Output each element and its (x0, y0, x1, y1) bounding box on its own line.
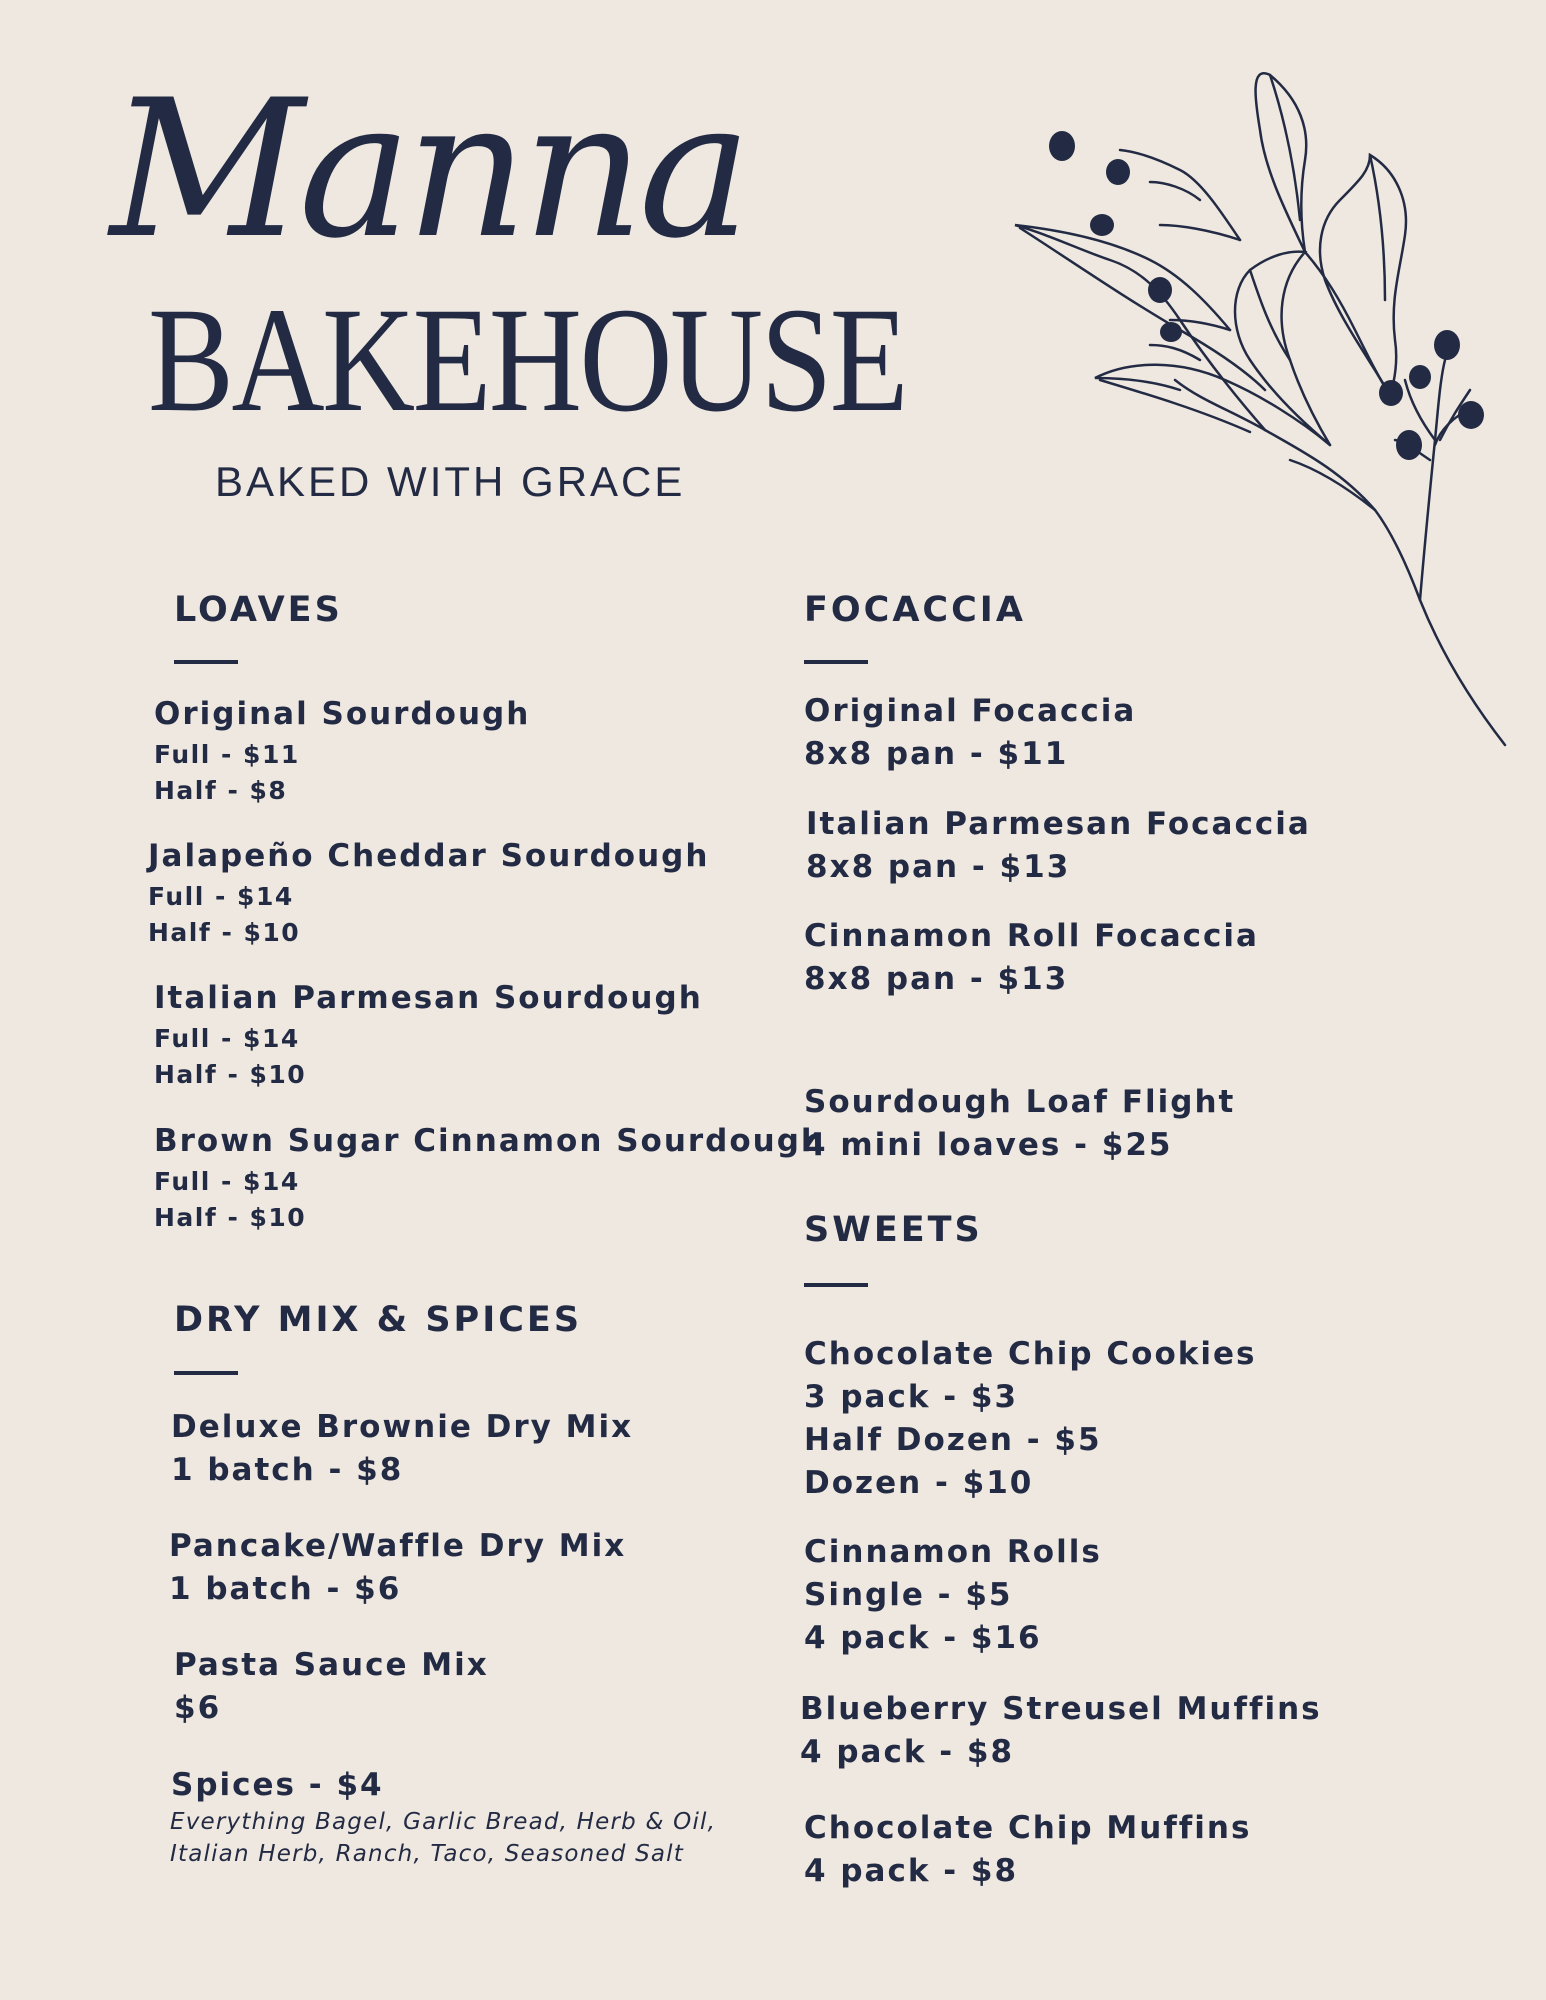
spices-name: Spices - $4 (171, 1767, 384, 1803)
focaccia-divider (804, 660, 868, 664)
brand-tagline: BAKED WITH GRACE (215, 458, 686, 505)
sweet-name: Chocolate Chip Muffins (804, 1810, 1252, 1846)
loaves-divider (174, 660, 238, 664)
sweet-name: Chocolate Chip Cookies (804, 1336, 1257, 1372)
focaccia-price: 8x8 pan - $13 (804, 961, 1069, 997)
brand-script-name: Manna (110, 59, 746, 280)
dry-mix-price: $6 (174, 1690, 222, 1726)
loaves-heading: LOAVES (174, 590, 343, 630)
sweet-price: Dozen - $10 (804, 1465, 1034, 1501)
loaf-name: Original Sourdough (154, 696, 531, 732)
sweet-name: Blueberry Streusel Muffins (800, 1691, 1322, 1727)
sweet-price: 4 pack - $8 (804, 1853, 1019, 1889)
sweets-divider (804, 1283, 868, 1287)
loaf-price: Half - $10 (154, 1203, 307, 1232)
dry-mix-price: 1 batch - $6 (169, 1571, 402, 1607)
dry-mix-name: Deluxe Brownie Dry Mix (171, 1409, 634, 1445)
loaf-name: Jalapeño Cheddar Sourdough (148, 838, 710, 874)
sweet-price: 4 pack - $16 (804, 1620, 1042, 1656)
loaf-price: Full - $14 (154, 1167, 300, 1196)
sweet-price: 3 pack - $3 (804, 1379, 1019, 1415)
loaf-price: Full - $14 (148, 882, 294, 911)
focaccia-price: 4 mini loaves - $25 (804, 1127, 1173, 1163)
dry-mix-name: Pancake/Waffle Dry Mix (169, 1528, 627, 1564)
loaf-price: Full - $14 (154, 1024, 300, 1053)
sweets-heading: SWEETS (804, 1210, 983, 1250)
dry-mix-price: 1 batch - $8 (171, 1452, 404, 1488)
brand-name: BAKEHOUSE (148, 277, 906, 443)
loaf-name: Brown Sugar Cinnamon Sourdough (154, 1123, 825, 1159)
dry-mix-divider (174, 1371, 238, 1375)
loaf-price: Half - $10 (154, 1060, 307, 1089)
sweet-price: Single - $5 (804, 1577, 1013, 1613)
focaccia-heading: FOCACCIA (804, 590, 1026, 630)
loaf-name: Italian Parmesan Sourdough (154, 980, 703, 1016)
focaccia-name: Sourdough Loaf Flight (804, 1084, 1236, 1120)
spices-list: Everything Bagel, Garlic Bread, Herb & Oil, (170, 1809, 717, 1835)
focaccia-name: Cinnamon Roll Focaccia (804, 918, 1259, 954)
loaf-price: Half - $10 (148, 918, 301, 947)
sweet-price: Half Dozen - $5 (804, 1422, 1102, 1458)
loaf-price: Full - $11 (154, 740, 300, 769)
focaccia-price: 8x8 pan - $11 (804, 736, 1069, 772)
dry-mix-heading: DRY MIX & SPICES (174, 1300, 583, 1340)
sweet-price: 4 pack - $8 (800, 1734, 1015, 1770)
loaf-price: Half - $8 (154, 776, 288, 805)
spices-list: Italian Herb, Ranch, Taco, Seasoned Salt (170, 1841, 684, 1867)
focaccia-name: Italian Parmesan Focaccia (806, 806, 1311, 842)
focaccia-name: Original Focaccia (804, 693, 1137, 729)
focaccia-price: 8x8 pan - $13 (806, 849, 1071, 885)
olive-branch-icon (1000, 60, 1520, 760)
sweet-name: Cinnamon Rolls (804, 1534, 1102, 1570)
dry-mix-name: Pasta Sauce Mix (174, 1647, 489, 1683)
